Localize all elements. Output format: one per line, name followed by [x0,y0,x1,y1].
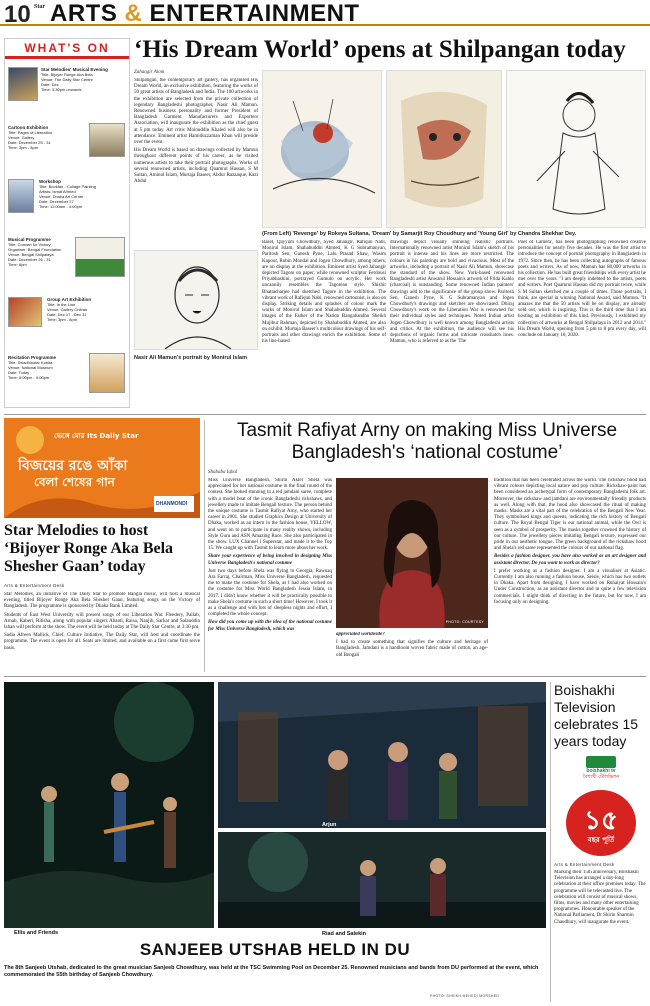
tasmit-photo [336,478,488,628]
section-title: ARTS & ENTERTAINMENT [50,0,360,27]
concert-photo-credit: PHOTO: SHEIKH MEHEDI MORSHED [430,994,500,998]
boishakhi-logo: boishakhi tv বৈশাখী টেলিভিশন [566,756,636,786]
poster-sponsor: DHANMONDI [156,501,188,507]
caption-arjun: Arjun [322,822,337,828]
poster-top-line: ভেঙ্গে মোর Its Daily Star [54,432,139,440]
portrait-drawing [134,250,258,350]
photo-ellis-and-friends [4,682,214,928]
tasmit-column-1: Miss Universe Bangladesh, Shirin Akter Shela was appreciated for her national costume in the final round of the contest. She looked stunning in a red jamdani saree, complete with a model boat of the iconic Bangladeshi rickshaws, and jewellery made to imitate Bengali texture. The person behind the unique costume is Tasmit Rafiyat Arny, who started her career in 2001. She studied Graphics Design at University of Dhaka, worked as an intern in the fashion house, YELLOW, and went on to participate in many reality shows, including Style Guru and ASN Amazing Race. She also participated in the show. LUX Channel i Superstar, and made it to the Top 15. We caught up with Tasmit to learn more about her work. Share your experience of being involved in designing Miss Universe Bangladesh's national costume Just two days before Shela was flying to Georgia, Rawnaq Ara Farraj, Chairman, Miss Universe Bangladesh, requested me to make the costume for Shela, as I had also worked on the costume for Miss World Bangladesh Jessia Islam, in 2017. I didn't know whether it will be practically possible to make Shela's costume in such a short time! However, I took it as a challenge and with lots of sleepless nights and effort, I completed the whole concept. How did you come up with the idea of the national costume for Miss Universe Bangladesh, which was [208,478,332,632]
event-thumb [89,123,125,157]
divider [4,414,646,415]
concert-subtext: The 8th Sanjeeb Utshab, dedicated to the great musician Sanjeeb Chowdhury, was held at the TSC Swimming Pool on December 25. Renowned musicians and bands from DU performed at the event, which commemorated the 55th birthday of Sanjeeb Chowdhury. [4,965,539,978]
whats-on-heading: WHAT'S ON [5,39,129,59]
star-melodies-body: Star Melodies, an initiative of The Daily Star to promote Bangla music, will host a musical evening, titled Bijoyer Ronge Aka Bela Shesher Gaan, featuring songs on the Victory of Bangladesh. The programme is sponsored by Dhaka Bank Limited. Students of East West University will present songs of our Liberation War. Fleedery, Pallab, Arnab, Kaberi, Ritisha, along with popular singers Abanti, Raisa, Nanjib, Sarkar and Salauddin Ishan will perform at the show. The event will be held today at The Daily Star Centre, at 3:30 pm. Sadia Afreen Mallick, Chief, Culture Initiative, The Daily Star, will host and coordinate the programme. The event is open for all. Seats are limited, and available on a first come first serve basis. [4,592,200,651]
event-item[interactable]: Recitation Programme Title: Swadhinotar Kobita Venue: National Museum Date: Today Time: 5:00pm - 9:00pm [8,355,57,380]
caption-ellis: Ellis and Friends [14,930,59,936]
event-item[interactable]: Group Art Exhibition Title: In the Line Venue: Gallery Chitrak Date: Dec 17 - Dec 31 Time: 3pm - 8pm [47,297,92,322]
event-thumb [8,297,42,327]
poster-title-2: বেলা শেষের গান [34,475,115,489]
photo-arjun [218,682,546,828]
tv-logo-icon [586,756,616,768]
event-item[interactable]: Workshop Title: Bookfair - Collage Painting Artists: Ismat Ahmed Venue: Dhaka Art Centre Date: December 27 Time: 11:00am - 4:00pm [39,179,96,209]
divider [4,676,646,677]
concert-banner-headline: SANJEEB UTSHAB HELD IN DU [139,940,411,959]
event-item[interactable]: Musical Programme Title: Concert for Victory Organiser: Bengal Foundation Venue: Bengal Shilpalaya Date: December 26 - 31 Time: 6pm [8,237,62,267]
main-byline: Zahangir Alom [134,70,165,75]
event-item[interactable]: Star Melodies' Musical Evening Title: Bijoyer Ronge Aka Bela Venue: The Daily Star Centre Date: Dec Time: 3:30pm onwards [41,67,108,92]
artwork-dream [386,70,502,228]
main-column-2: Baset, Qayyum Chowdhury, Syed Jahangir, Rafiqun Nabi, Monirul Islam, Shahabuddin Ahmed, K G Subramanyan, Paritosh Sen, Ganesh Pyne, Lalu Prasad Shaw, Wasim Kapoor, Robin Mondal and Jogen Chowdhury, among others, are on display at the exhibition. Eminent artist Syed Jahangir depicted Tagore on paper, while renowned sculptor Ferdousi Priyabhashini, portrayed Gumulo on acrylic. Her work uncannily resembles the Tagorean style. Shishir Bhattacharjee had sketched Tagore in the exhibition. The vibrant work of Rafiqun Nabi, renowned cartoonist, is also on display. Striking details and splashes of colour mark the works of Monirul Islam and Shahabuddin Ahmed. Several images of the Father of the Nation Bangabandhu Sheikh Mujibur Rahman, depicted by Shahabuddin Ahmed, are also on exhibit. Murtaja Baseer's multicolour drawings of his self-portraits and other drawings enrich the exhibition. Some of his line-based [262,240,386,345]
main-column-4: Poet of Camera', has been photographing renowned creative personalities for nearly five decades. He was the first artist to introduce the concept of portrait photography in Bangladesh in 1972. Since then, he has been collecting autographs of famous poets and writers. As of now, Mamun has 80,000 artworks in his collection. He has built great friendships with every artist he met over the years. "I am deeply indebted to the artists, poets and writers. Poet Quamrul Hassan did my portrait twice, while S M Sultan sketched me a couple of times. Those portraits, I think, are special in winning National Award, said Mamun. "It amazes me that the 50 artists will be on display, are already sold out, which is inspiring. This is the third time that I am hosting an exhibition of this kind. Previously, I exhibited my collection of artworks at Bengal Shilpalaya in 2012 and 2014." His Dream World, opening from 5 pm to 8 pm every day, will conclude on January 10, 2020. [518,240,646,339]
boishakhi-desk: Arts & Entertainment Desk [554,862,615,867]
event-thumb [75,237,125,277]
page-number: 10 [4,1,31,28]
main-column-1: Shilpangan, the contemporary art gallery, has organised His Dream World, an exclusive exhibition, featuring the works of 50 great artists of Bangladesh and India. The 100 artworks in the exhibition are selected from the private collection of legendary Bangladeshi photographer, Nasir Ali Mamun. Renowned business personality and former President of Bangladesh Garment Manufacturers and Exporters Association, will inaugurate the exhibition as the chief guest at 5 pm today. Art critic Moinuddin Khaled will also be in attendance. Eminent artist Hamiduzzaman Khan will preside over the event. His Dream World is based on drawings collected by Mamun throughout different points of his career, as he visited numerous artists to take their portrait photographs. Works of several renowned artists, including Quamrul Hassan, S M Sultan, Aminul Islam, Murtaja Baseer, Abdur Razzaque, Kazi Abdul [134,78,258,185]
star-melodies-desk: Arts & Entertainment Desk [4,583,65,588]
tasmit-column-3: tradition that has been celebrated across the world. The rickshaw hood had vibrant colours depicting local nature and pop culture. Rickshaw-paint has been considered an archetypal form of contemporary Bangladeshi folk art. Moreover, the rickshaw and jamdani are environmentally friendly products as well. Along with that, the hood also showcased the ritual of making masks. Masks are a vital part of the celebration of the Bengali New Year. They symbolised kings and queens, indicating the rich history of Bengali culture. The Royal Bengal Tiger is our national animal, while the Owl is seen as a symbol of prosperity. The masks together crowned the history of our culture. The jewellery pieces imitating Bengali texture, expressed our pride in our aesthetic tongue. The green background of the rickshaw hood and Shela's red saree represented the colours of our national flag. Besides a fashion designer, you have also worked as an art designer and assistant director. Do you want to work as director? I prefer working as a fashion designer. I am a visualiser at Asiatic. Currently I am also running a fashion house, Seisle, which has two outlets in Dhaka. Apart from designing, I have worked on Ruhaiyat Hossain's Under Construction, as an assistant director and in quite a few television commercials. I might think of directing in the future, but for now, I am focusing only on designing. [494,478,646,605]
event-thumb [8,179,34,213]
tasmit-headline: Tasmit Rafiyat Arny on making Miss Universe Bangladesh's ‘national costume’ [236,420,618,463]
anniversary-badge: ১৫ বছর পূর্তি [566,790,636,856]
artwork-revenge [262,70,382,228]
event-thumb [89,353,125,393]
boishakhi-headline: Boishakhi Television celebrates 15 years today [554,682,639,749]
main-headline: ‘His Dream World’ opens at Shilpangan today [134,36,626,63]
masthead [0,0,650,26]
portrait-caption: Nasir Ali Mamun's portrait by Monirul Islam [134,355,247,361]
artwork-young-girl [506,70,646,228]
tasmit-column-2: appreciated worldwide? I had to create something that signifies the culture and heritage of Bangladesh. Jamdani is a handloom woven fabric made of cotton, an age-old Bengali [336,632,488,658]
event-thumb [8,67,38,101]
whats-on-panel [4,38,130,408]
poster-title-1: বিজয়ের রঙে আঁকা [18,458,128,474]
paper-logo: Star [34,4,45,10]
divider [550,682,551,1002]
photo-riad-and-salekin [218,832,546,928]
caption-riad: Riad and Salekin [322,931,367,937]
boishakhi-body: Marking their 15th anniversary, Boishakhi Television has arranged a day-long celebration at their office premises today. The programme will be telecasted live. The celebration will consist of musical shows, films, movies and many other entertaining programmes. Honourable speaker of the National Parliament, Dr Shirin Sharmin Chaudhury, will inaugurate the event. [554,870,646,925]
tasmit-byline: Shababa Iqbal [208,470,238,475]
star-melodies-headline: Star Melodies to host ‘Bijoyer Ronge Aka Bela Shesher Gaan’ today [4,522,174,575]
divider [204,420,205,672]
main-column-3: drawings depict visually stunning realistic portraits. Internationally renowned artist Monirul Islam's sketch of his portrait is intense and his lines are more restricted. The colours in his paintings are bold and vivacious. Most of the artworks, including a portrait of Nasir Ali Mamun, showcase the standard of the show. New York-based renowned Bangladeshi artist Anwarul Hossain's artwork of Frida Kahlo (charcoal) is outstanding. Some renowned Indian painters' drawings add to the significance of the group show. Paritosh Sen, Ganesh Pyne, K G Subramanyan and Jogen Chowdhury's drawings and sketches are showcased. Dhiraj Chowdhury's work on the Liberation War is renowned for their individual styles and techniques. Noted Indian artist Jogen Chowdhury is well known among Bangladeshi artists and critics. At the exhibition, the audience will see his depictions of organic forms and intricate crosshatch lines. Mamun, who is referred to as the 'The [390,240,514,345]
star-melodies-poster [4,418,200,518]
event-item[interactable]: Cartoon Exhibition Title: Pages of Liberation Venue: Gallery Date: December 25 - 31 Time: 3pm - 8pm [8,125,53,150]
artwork-caption: (From Left) 'Revenge' by Rokeya Sultana, 'Dream' by Samarjit Roy Choudhury and 'Young Girl' by Chandra Shekhar Dey. [262,231,577,237]
tasmit-photo-credit: PHOTO: COURTESY [445,620,484,624]
